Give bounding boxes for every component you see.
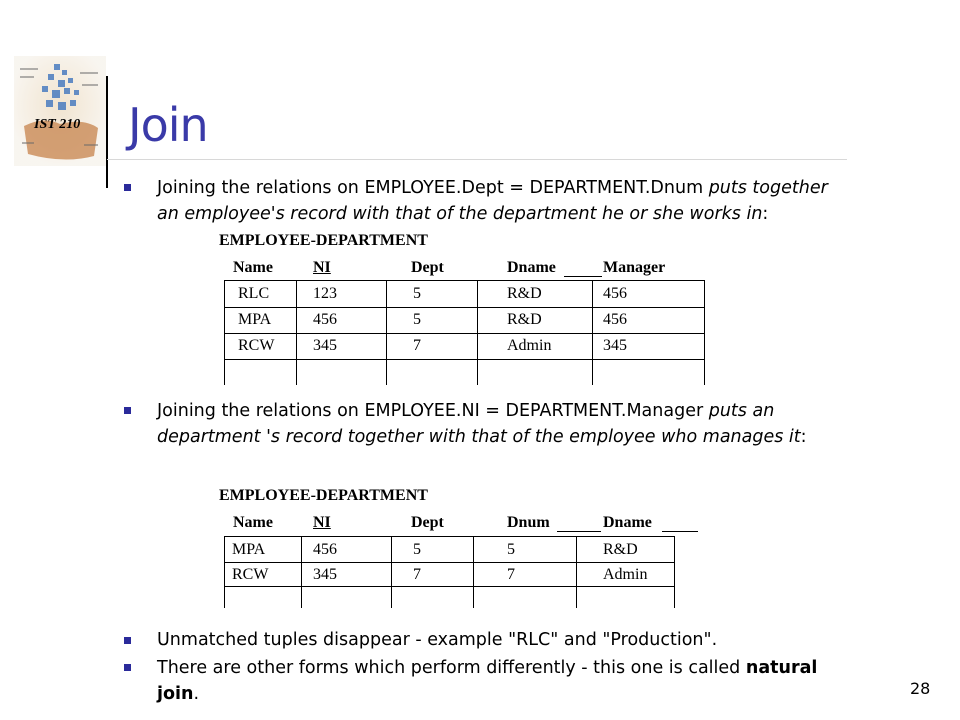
- table2-cell: 456: [313, 541, 337, 558]
- bullet-1-italic-a: puts together: [708, 178, 828, 198]
- bullet-1-normal: Joining the relations on EMPLOYEE.Dept = DEPARTMENT.Dnum: [157, 178, 709, 198]
- bullet-4-bold2: join: [157, 684, 194, 704]
- table1-cell: 345: [603, 337, 627, 354]
- table2-header: Dnum: [507, 514, 550, 531]
- header-underline: [662, 531, 698, 532]
- bullet-1-italic-b: an employee's record with that of the department he or she works in: [157, 204, 763, 224]
- table2-col-rule: [301, 536, 302, 608]
- title-divider-vertical: [106, 76, 108, 188]
- bullet-2-italic-a: puts an: [708, 401, 775, 421]
- table1-col-rule: [704, 280, 705, 385]
- slide-title: Join: [128, 98, 208, 152]
- table2-cell: 5: [507, 541, 515, 558]
- header-underline: [557, 531, 601, 532]
- bullet-4-normal: There are other forms which perform differently - this one is called: [157, 658, 746, 678]
- table2-rule: [224, 586, 674, 587]
- table1-cell: 456: [603, 311, 627, 328]
- table1-cell: RLC: [238, 285, 270, 302]
- table1-cell: 345: [313, 337, 337, 354]
- table1-cell: 456: [603, 285, 627, 302]
- table1-cell: R&D: [507, 285, 542, 302]
- bullet-4-bold: natural: [745, 658, 818, 678]
- table1-cell: 5: [413, 285, 421, 302]
- table2-col-rule: [391, 536, 392, 608]
- table2-col-rule: [674, 536, 675, 608]
- table2-rule: [224, 536, 674, 537]
- table2-col-rule: [224, 536, 225, 608]
- table1-caption: EMPLOYEE-DEPARTMENT: [219, 232, 428, 249]
- table2-cell: 7: [413, 566, 421, 583]
- bullet-2-tail: :: [800, 427, 807, 447]
- table1-col-rule: [592, 280, 593, 385]
- course-logo: [14, 56, 106, 166]
- table2-header: Name: [233, 514, 273, 531]
- bullet-1-tail: :: [762, 204, 769, 224]
- table1-cell: RCW: [238, 337, 275, 354]
- table2-cell: 345: [313, 566, 337, 583]
- bullet-marker: [124, 637, 131, 644]
- table1-cell: Admin: [507, 337, 552, 354]
- table2-cell: RCW: [232, 566, 269, 583]
- table1-cell: R&D: [507, 311, 542, 328]
- table2-col-rule: [473, 536, 474, 608]
- table1-col-rule: [296, 280, 297, 385]
- table1-cell: 456: [313, 311, 337, 328]
- logo-text: IST 210: [34, 117, 81, 132]
- table1-header: NI: [313, 259, 331, 276]
- table2-col-rule: [576, 536, 577, 608]
- title-divider-horizontal: [107, 159, 847, 160]
- bullet-1-text: [157, 175, 917, 227]
- bullet-marker: [124, 184, 131, 191]
- bullet-2-italic-b: department 's record together with that of the employee who manages it: [157, 427, 801, 447]
- table1-col-rule: [386, 280, 387, 385]
- header-underline: [564, 276, 602, 277]
- table1-header: Manager: [603, 259, 666, 276]
- table2-cell: 7: [507, 566, 515, 583]
- table2-cell: MPA: [232, 541, 266, 558]
- bullet-3-text: Unmatched tuples disappear - example "RLC" and "Production".: [157, 630, 718, 650]
- bullet-marker: [124, 664, 131, 671]
- table1-header: Name: [233, 259, 273, 276]
- bullet-marker: [124, 407, 131, 414]
- bullet-2-normal: Joining the relations on EMPLOYEE.NI = DEPARTMENT.Manager: [157, 401, 709, 421]
- page-number: 28: [910, 679, 931, 698]
- table1-header: Dept: [411, 259, 444, 276]
- table1-col-rule: [224, 280, 225, 385]
- table2-header: NI: [313, 514, 331, 531]
- bullet-4-tail: .: [193, 684, 200, 704]
- table1-cell: MPA: [238, 311, 272, 328]
- bullet-2-text: [157, 398, 917, 450]
- table1-cell: 7: [413, 337, 421, 354]
- table1-col-rule: [477, 280, 478, 385]
- bullet-4-text: [157, 655, 897, 707]
- table1-header: Dname: [507, 259, 556, 276]
- table2-caption: EMPLOYEE-DEPARTMENT: [219, 487, 428, 504]
- table2-header: Dname: [603, 514, 652, 531]
- table2-header: Dept: [411, 514, 444, 531]
- table2-rule: [224, 562, 674, 563]
- table1-cell: 123: [313, 285, 337, 302]
- table1-cell: 5: [413, 311, 421, 328]
- table2-cell: 5: [413, 541, 421, 558]
- table2-cell: Admin: [603, 566, 648, 583]
- table2-cell: R&D: [603, 541, 638, 558]
